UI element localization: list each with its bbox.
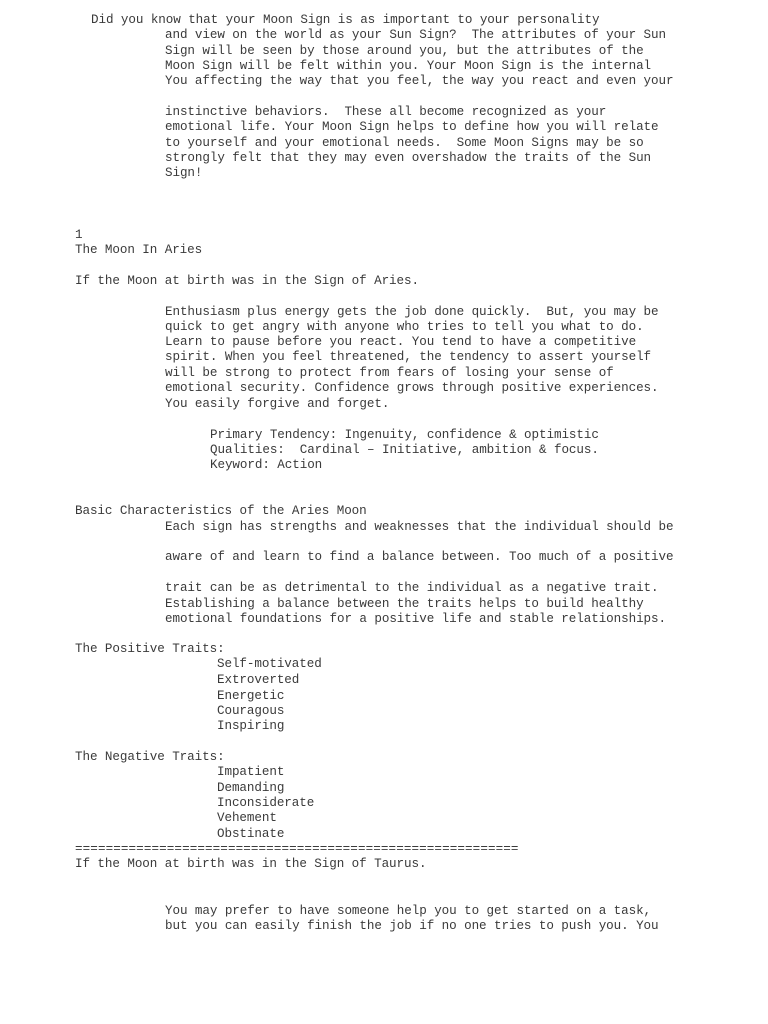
page-number: 1: [75, 228, 83, 242]
aries-primary-tendency: Primary Tendency: Ingenuity, confidence & optimistic: [210, 428, 599, 442]
positive-trait-item: Self-motivated: [217, 657, 322, 671]
positive-trait-item: Couragous: [217, 704, 285, 718]
basic-characteristics-line: emotional foundations for a positive life and stable relationships.: [165, 612, 666, 626]
taurus-description-line: but you can easily finish the job if no one tries to push you. You: [165, 919, 659, 933]
aries-keyword: Keyword: Action: [210, 458, 323, 472]
negative-trait-item: Impatient: [217, 765, 285, 779]
basic-characteristics-line: Establishing a balance between the traits helps to build healthy: [165, 597, 644, 611]
aries-qualities: Qualities: Cardinal – Initiative, ambition & focus.: [210, 443, 599, 457]
section-separator: ==========================================================: [75, 842, 519, 856]
positive-trait-item: Energetic: [217, 689, 285, 703]
aries-description-line: Enthusiasm plus energy gets the job done quickly. But, you may be: [165, 305, 659, 319]
intro-line: and view on the world as your Sun Sign? The attributes of your Sun: [165, 28, 666, 42]
intro-line: Sign will be seen by those around you, but the attributes of the: [165, 44, 644, 58]
intro-line: Sign!: [165, 166, 203, 180]
intro-line: emotional life. Your Moon Sign helps to define how you will relate: [165, 120, 659, 134]
aries-description-line: emotional security. Confidence grows through positive experiences.: [165, 381, 659, 395]
intro-line: strongly felt that they may even overshadow the traits of the Sun: [165, 151, 652, 165]
intro-line: Moon Sign will be felt within you. Your Moon Sign is the internal: [165, 59, 652, 73]
intro-line: You affecting the way that you feel, the way you react and even your: [165, 74, 674, 88]
basic-characteristics-line: Each sign has strengths and weaknesses that the individual should be: [165, 520, 674, 534]
intro-line: Did you know that your Moon Sign is as important to your personality: [91, 13, 600, 27]
basic-characteristics-heading: Basic Characteristics of the Aries Moon: [75, 504, 367, 518]
aries-birth-line: If the Moon at birth was in the Sign of Aries.: [75, 274, 419, 288]
basic-characteristics-line: trait can be as detrimental to the individual as a negative trait.: [165, 581, 659, 595]
negative-trait-item: Obstinate: [217, 827, 285, 841]
positive-trait-item: Inspiring: [217, 719, 285, 733]
negative-trait-item: Inconsiderate: [217, 796, 315, 810]
basic-characteristics-line: aware of and learn to find a balance between. Too much of a positive: [165, 550, 674, 564]
negative-trait-item: Vehement: [217, 811, 277, 825]
intro-line: to yourself and your emotional needs. Some Moon Signs may be so: [165, 136, 644, 150]
aries-description-line: will be strong to protect from fears of losing your sense of: [165, 366, 614, 380]
section-heading-aries: The Moon In Aries: [75, 243, 203, 257]
aries-description-line: Learn to pause before you react. You tend to have a competitive: [165, 335, 637, 349]
aries-description-line: spirit. When you feel threatened, the tendency to assert yourself: [165, 350, 652, 364]
positive-trait-item: Extroverted: [217, 673, 300, 687]
negative-traits-heading: The Negative Traits:: [75, 750, 225, 764]
aries-description-line: quick to get angry with anyone who tries to tell you what to do.: [165, 320, 644, 334]
taurus-birth-line: If the Moon at birth was in the Sign of Taurus.: [75, 857, 427, 871]
aries-description-line: You easily forgive and forget.: [165, 397, 390, 411]
negative-trait-item: Demanding: [217, 781, 285, 795]
intro-line: instinctive behaviors. These all become recognized as your: [165, 105, 607, 119]
taurus-description-line: You may prefer to have someone help you to get started on a task,: [165, 904, 652, 918]
positive-traits-heading: The Positive Traits:: [75, 642, 225, 656]
